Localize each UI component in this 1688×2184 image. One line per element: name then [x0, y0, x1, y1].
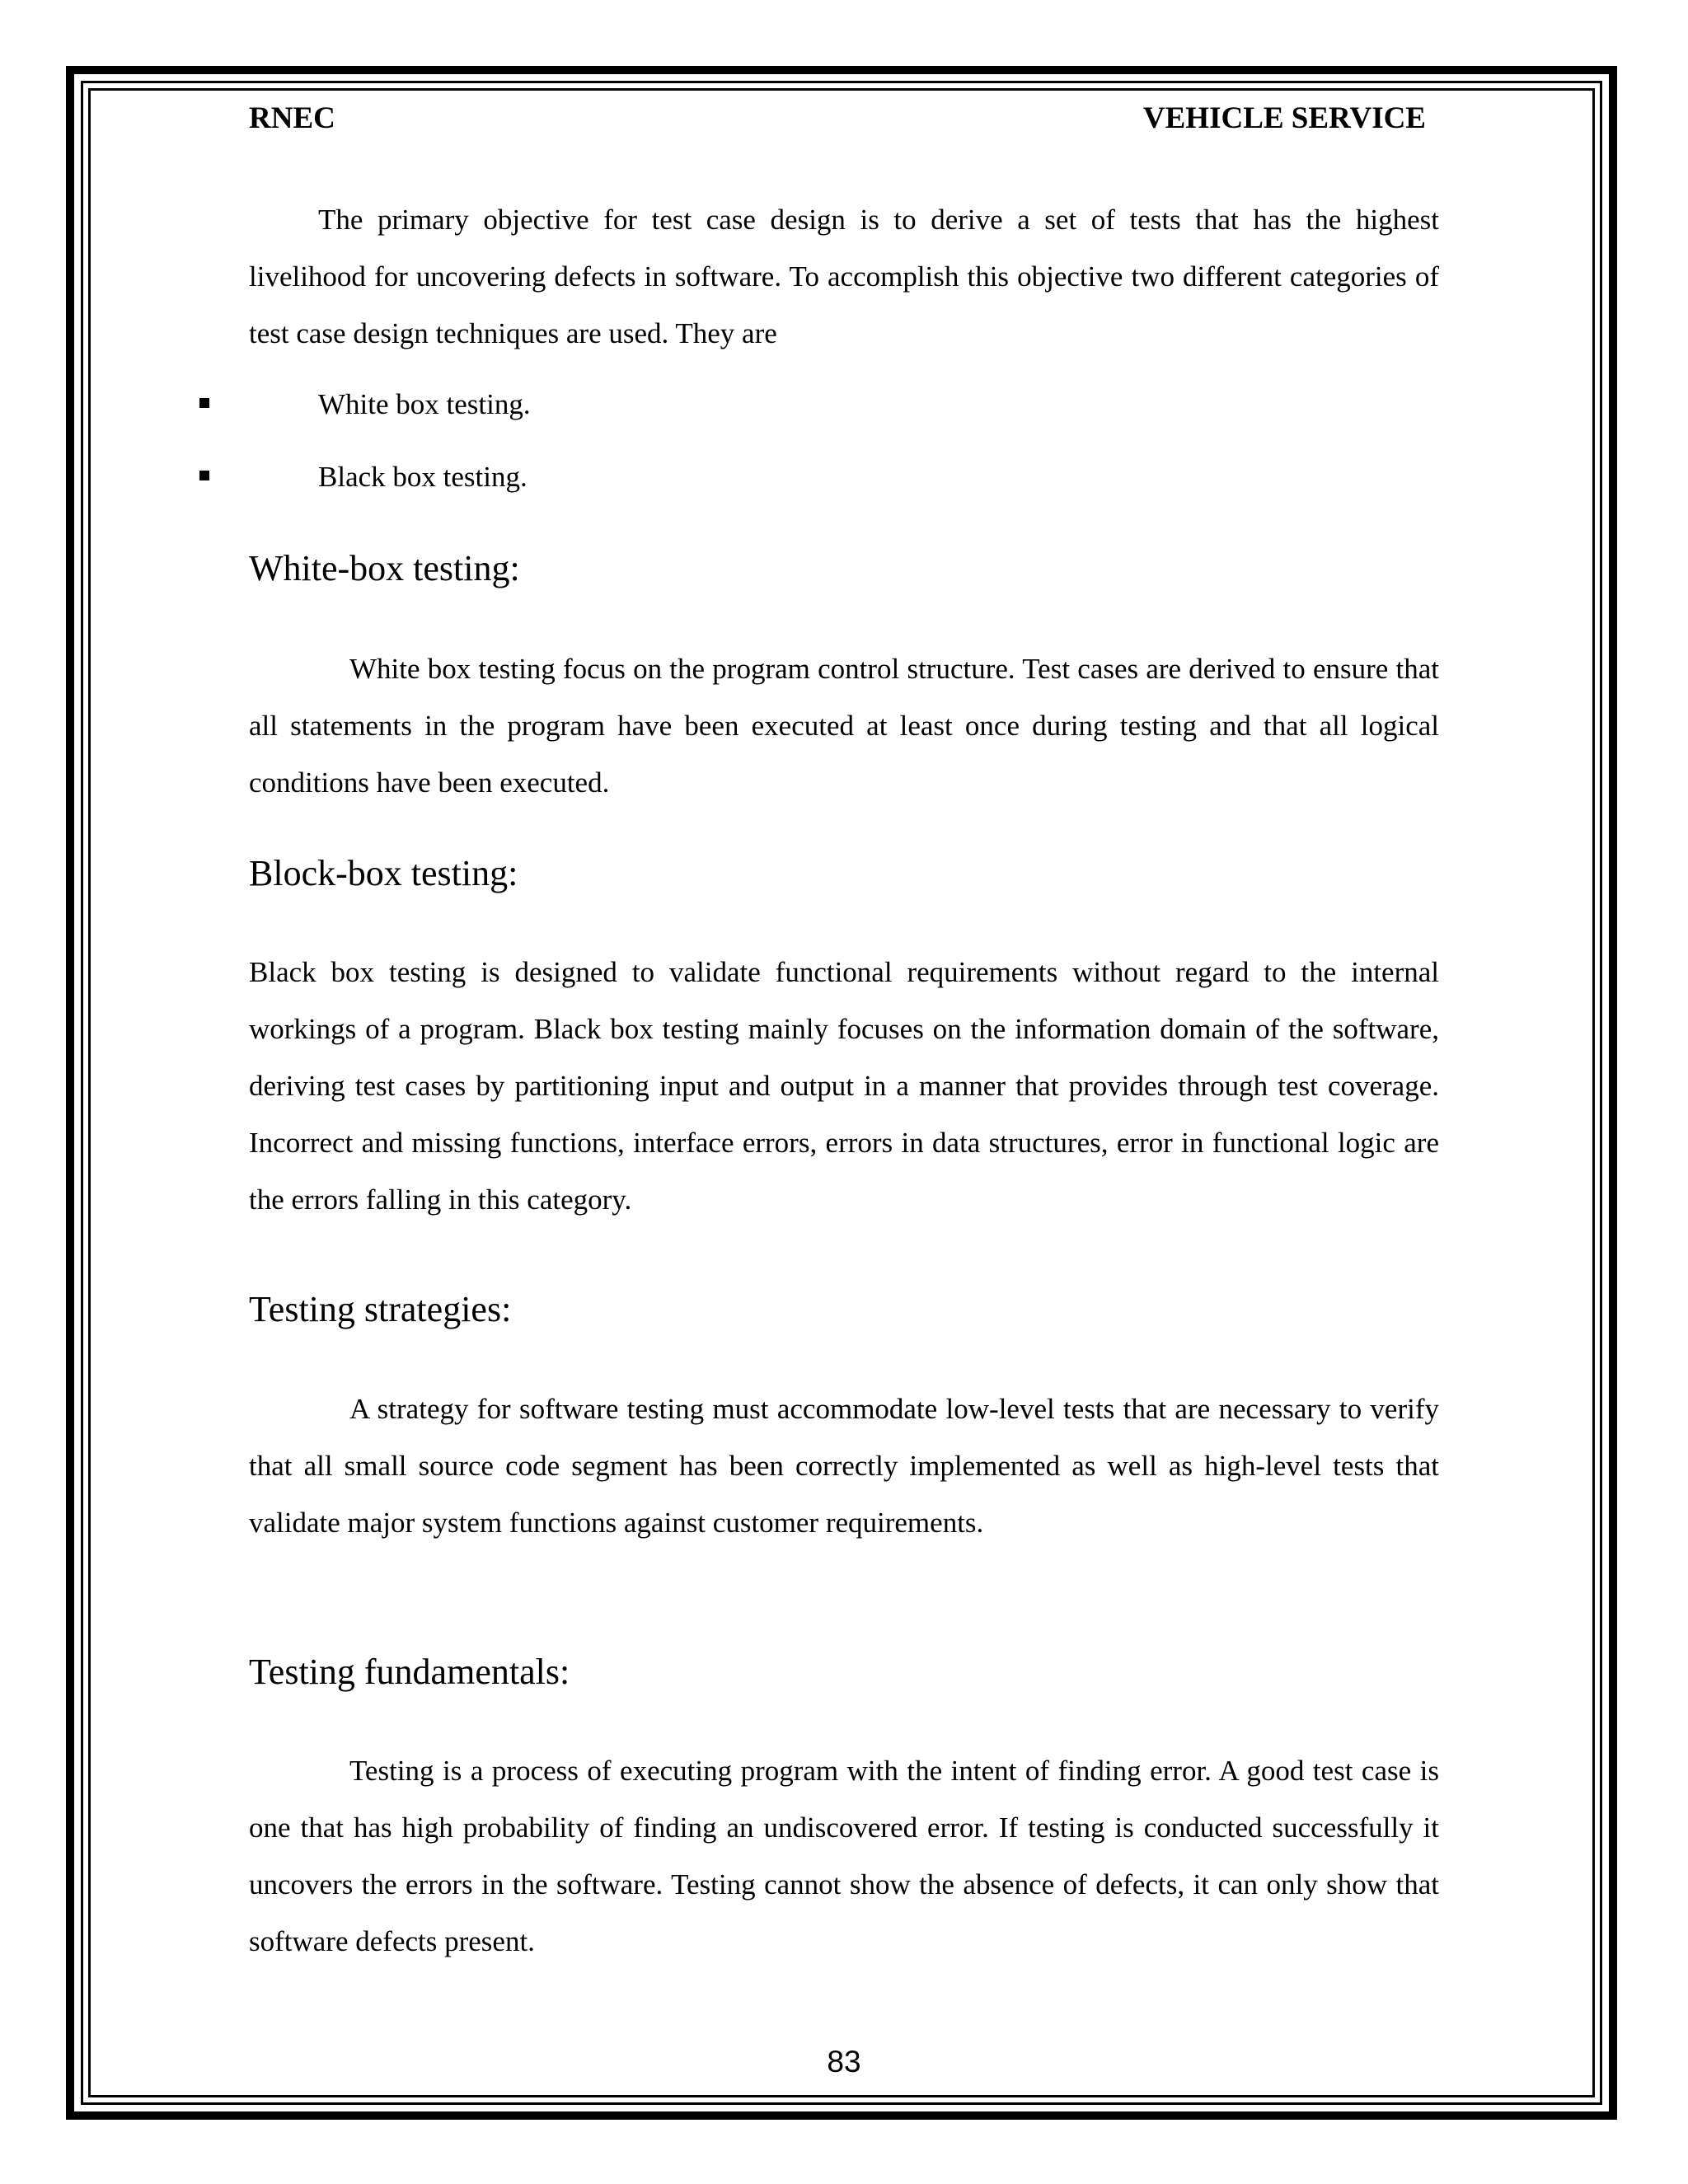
page-number: 83 — [827, 2045, 861, 2079]
section-heading-block-box: Block-box testing: — [249, 853, 518, 893]
section-body-testing-strategies: A strategy for software testing must accommodate low-level tests that are necessary to verify that all small source code segment has been correctly implemented as well as high-level tests that validate major system functions against customer requirements. — [249, 1393, 1439, 1539]
list-item-text: White box testing. — [318, 388, 531, 420]
section-body-block-box: Black box testing is designed to validate functional requirements without regard to the internal workings of a program. Black box testing mainly focuses on the information domain of the software, deriving test cases by partitioning input and output in a manner that provides through test coverage. Incorrect and missing functions, interface errors, errors in data structures, error in functional logic are the errors falling in this category. — [249, 956, 1439, 1216]
header-project-title: VEHICLE SERVICE — [1142, 101, 1426, 135]
square-bullet-icon — [199, 471, 209, 480]
header-institution: RNEC — [249, 101, 335, 135]
section-body-white-box: White box testing focus on the program control structure. Test cases are derived to ensure that all statements in the program have been executed at least once during testing and that all logical conditions have been executed. — [249, 653, 1439, 799]
section-heading-testing-fundamentals: Testing fundamentals: — [249, 1652, 570, 1692]
section-body-testing-fundamentals: Testing is a process of executing program with the intent of finding error. A good test case is one that has high probability of finding an undiscovered error. If testing is conducted successfully it uncovers the errors in the software. Testing cannot show the absence of defects, it can only show that software defects present. — [249, 1755, 1439, 1957]
intro-paragraph: The primary objective for test case design is to derive a set of tests that has the highest livelihood for uncovering defects in software. To accomplish this objective two different categories of test case design techniques are used. They are — [249, 204, 1439, 349]
square-bullet-icon — [199, 398, 209, 408]
section-heading-white-box: White-box testing: — [249, 548, 520, 588]
list-item-text: Black box testing. — [318, 461, 528, 493]
section-heading-testing-strategies: Testing strategies: — [249, 1289, 512, 1329]
